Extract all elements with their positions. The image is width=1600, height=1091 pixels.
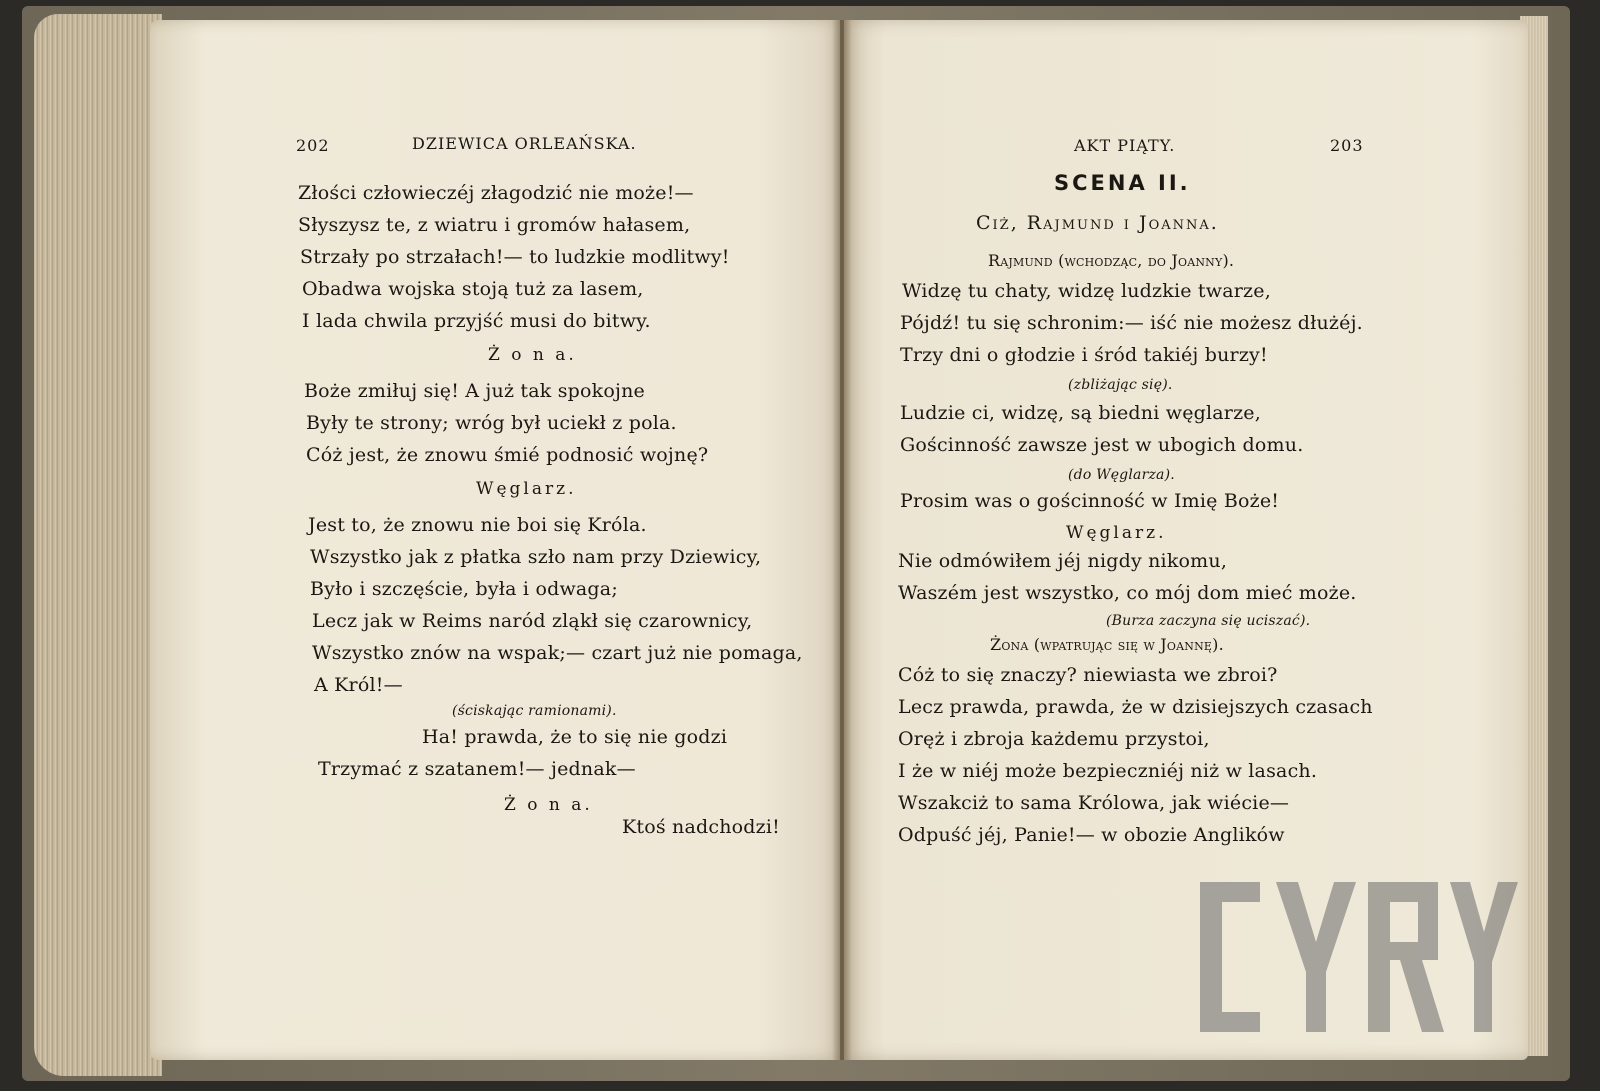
text-line: Lecz jak w Reims naród zląkł się czarownicy, [312, 610, 753, 632]
text-line: Wszystko znów na wspak;— czart już nie pomaga, [312, 642, 803, 664]
stage-direction: (zbliżając się). [1068, 377, 1173, 393]
speaker-name: Węglarz. [1066, 523, 1167, 543]
scene-heading: SCENA II. [1054, 171, 1191, 195]
text-line: Strzały po strzałach!— to ludzkie modlitwy! [300, 246, 730, 268]
text-line: I że w niéj może bezpieczniéj niż w lasach. [898, 760, 1318, 782]
text-line: Waszém jest wszystko, co mój dom mieć może. [898, 582, 1357, 604]
text-line: Słyszysz te, z wiatru i gromów hałasem, [298, 214, 691, 236]
text-line: Trzymać z szatanem!— jednak— [318, 758, 636, 780]
text-line: Lecz prawda, prawda, że w dzisiejszych czasach [898, 696, 1373, 718]
text-line: Były te strony; wróg był uciekł z pola. [306, 412, 677, 434]
text-line: Odpuść jéj, Panie!— w obozie Anglików [898, 824, 1285, 846]
text-line: Było i szczęście, była i odwaga; [310, 578, 618, 600]
cyryl-logo-icon [1200, 882, 1528, 1032]
speaker-name: Ż o n a. [504, 795, 593, 815]
left-running-head: DZIEWICA ORLEAŃSKA. [412, 134, 637, 153]
left-page [150, 20, 840, 1060]
text-line: Wszystko jak z płatka szło nam przy Dziewicy, [310, 546, 762, 568]
stage-direction: (do Węglarza). [1068, 467, 1175, 483]
text-line: Ktoś nadchodzi! [622, 816, 780, 838]
right-page-number: 203 [1330, 136, 1364, 155]
speaker-name: Ż o n a. [488, 345, 577, 365]
text-line: Gościnność zawsze jest w ubogich domu. [900, 434, 1304, 456]
scene-characters: Ciż, Rajmund i Joanna. [976, 212, 1219, 234]
text-line: Widzę tu chaty, widzę ludzkie twarze, [902, 280, 1271, 302]
text-line: Wszakciż to sama Królowa, jak wiécie— [898, 792, 1290, 814]
left-page-number: 202 [296, 136, 330, 155]
text-line: Nie odmówiłem jéj nigdy nikomu, [898, 550, 1228, 572]
text-line: Złości człowieczéj złagodzić nie może!— [298, 182, 694, 204]
right-running-head: AKT PIĄTY. [1074, 136, 1176, 155]
book-gutter [832, 20, 852, 1060]
text-line: Prosim was o gościnność w Imię Boże! [900, 490, 1280, 512]
text-line: Trzy dni o głodzie i śród takiéj burzy! [900, 344, 1268, 366]
stage-direction: (ściskając ramionami). [452, 703, 617, 719]
text-line: Ha! prawda, że to się nie godzi [422, 726, 728, 748]
text-line: Cóż to się znaczy? niewiasta we zbroi? [898, 664, 1278, 686]
text-line: Pójdź! tu się schronim:— iść nie możesz dłużéj. [900, 312, 1363, 334]
text-line: Oręż i zbroja każdemu przystoi, [898, 728, 1210, 750]
text-line: Boże zmiłuj się! A już tak spokojne [304, 380, 646, 402]
stage-direction: (Burza zaczyna się uciszać). [1106, 613, 1311, 629]
text-line: A Król!— [314, 674, 403, 696]
speaker-name: Żona (wpatrując się w Joannę). [990, 635, 1224, 654]
speaker-name: Rajmund (wchodząc, do Joanny). [988, 251, 1235, 270]
text-line: Cóż jest, że znowu śmié podnosić wojnę? [306, 444, 709, 466]
text-line: Obadwa wojska stoją tuż za lasem, [302, 278, 644, 300]
text-line: I lada chwila przyjść musi do bitwy. [302, 310, 651, 332]
page-edges-left [34, 14, 162, 1076]
speaker-name: Węglarz. [476, 479, 577, 499]
text-line: Jest to, że znowu nie boi się Króla. [308, 514, 647, 536]
text-line: Ludzie ci, widzę, są biedni węglarze, [900, 402, 1261, 424]
